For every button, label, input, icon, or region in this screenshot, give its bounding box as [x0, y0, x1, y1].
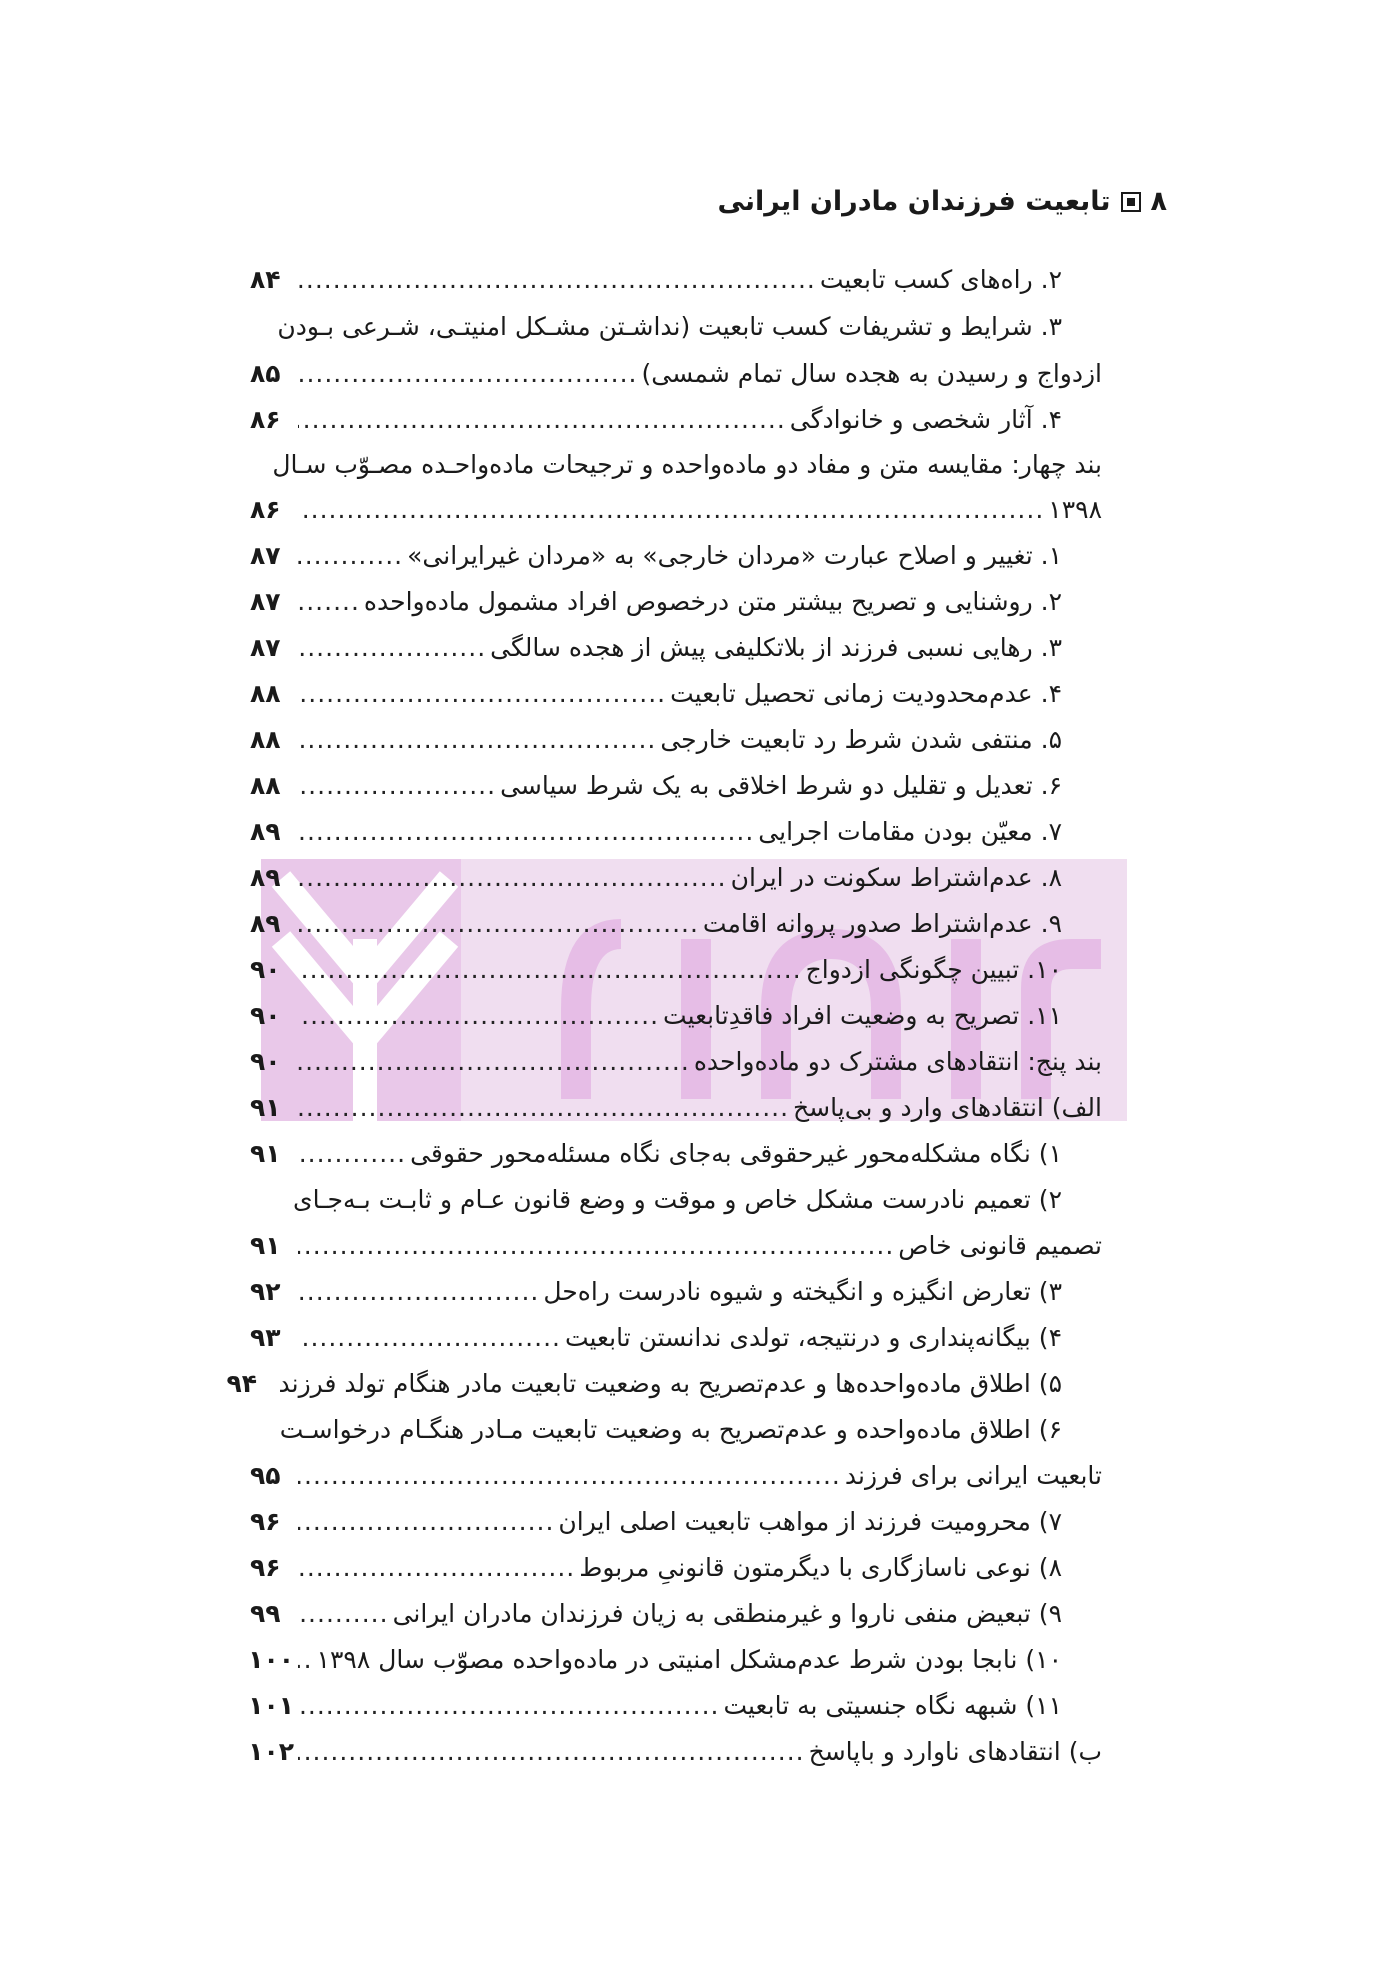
toc-entry-text: ۴. عدم‌محدودیت زمانی تحصیل تابعیت [670, 679, 1062, 708]
toc-dot-leader [298, 1638, 313, 1682]
toc-entry-text: ازدواج و رسیدن به هجده سال تمام شمسی) [641, 359, 1102, 388]
toc-dot-leader [298, 1040, 690, 1084]
toc-dot-leader [298, 1730, 805, 1774]
toc-entry[interactable] [250, 672, 1062, 716]
toc-entry-text: ب) انتقادهای ناوارد و باپاسخ [808, 1737, 1102, 1766]
toc-dot-leader [298, 1454, 841, 1498]
toc-entry-page: ۸۹ [250, 909, 281, 938]
toc-entry-text: ۶. تعدیل و تقلیل دو شرط اخلاقی به یک شرط سیاسی [500, 771, 1062, 800]
toc-entry[interactable] [250, 1132, 1062, 1176]
toc-entry-page: ۸۹ [250, 863, 281, 892]
toc-entry-text: ۹. عدم‌اشتراط صدور پروانه اقامت [702, 909, 1062, 938]
toc-entry[interactable] [250, 398, 1062, 442]
toc-entry[interactable] [250, 1592, 1062, 1636]
toc-dot-leader [298, 398, 786, 442]
toc-entry-page: ۹۶ [250, 1507, 281, 1536]
toc-entry-text: ۱۱) شبهه نگاه جنسیتی به تابعیت [723, 1691, 1062, 1720]
toc-entry[interactable] [250, 534, 1062, 578]
toc-entry-continuation[interactable] [250, 352, 1102, 396]
toc-entry-text: ۱) نگاه مشکله‌محور غیرحقوقی به‌جای نگاه مسئله‌محور حقوقی [410, 1139, 1062, 1168]
toc-entry[interactable] [250, 1638, 1062, 1682]
header-title: تابعیت فرزندان مادران ایرانی [717, 186, 1111, 217]
toc-entry[interactable] [250, 1178, 1062, 1222]
toc-dot-leader [298, 764, 496, 808]
toc-entry-page: ۸۴ [250, 265, 281, 294]
toc-entry-page: ۹۱ [250, 1139, 281, 1168]
toc-entry[interactable] [250, 1500, 1062, 1544]
toc-dot-leader [298, 856, 727, 900]
toc-entry-page: ۹۹ [250, 1599, 281, 1628]
toc-entry-text: ۵. منتفی شدن شرط رد تابعیت خارجی [660, 725, 1062, 754]
toc-entry[interactable] [250, 1270, 1062, 1314]
toc-dot-leader [298, 1086, 789, 1130]
toc-entry-page: ۹۰ [250, 1001, 281, 1030]
toc-entry-page: ۹۰ [250, 955, 281, 984]
toc-entry-text: ۱۰) نابجا بودن شرط عدم‌مشکل امنیتی در ماده‌واحده مصوّب سال ۱۳۹۸ [316, 1645, 1062, 1674]
toc-entry-text: الف) انتقادهای وارد و بی‌پاسخ [793, 1093, 1102, 1122]
toc-entry-page: ۱۰۱ [248, 1691, 294, 1720]
toc-entry[interactable] [250, 580, 1062, 624]
toc-entry-page: ۹۳ [250, 1323, 281, 1352]
toc-dot-leader [298, 626, 486, 670]
toc-entry-page: ۸۹ [250, 817, 281, 846]
toc-entry-page: ۹۱ [250, 1093, 281, 1122]
toc-entry-page: ۸۸ [250, 771, 281, 800]
toc-entry-page: ۹۲ [250, 1277, 281, 1306]
toc-entry-page: ۸۶ [250, 495, 281, 524]
toc-entry-page: ۱۰۲ [248, 1737, 294, 1766]
toc-entry-text: ۲. روشنایی و تصریح بیشتر متن درخصوص افراد مشمول ماده‌واحده [363, 587, 1062, 616]
toc-entry-text: تصمیم قانونی خاص [898, 1231, 1102, 1260]
toc-entry-text: ۱. تغییر و اصلاح عبارت «مردان خارجی» به «مردان غیرایرانی» [407, 541, 1062, 570]
toc-entry-text: ۷) محرومیت فرزند از مواهب تابعیت اصلی ایران [558, 1507, 1062, 1536]
toc-entry-page: ۸۷ [250, 633, 281, 662]
toc-entry-text: ۴. آثار شخصی و خانوادگی [789, 405, 1062, 434]
toc-subsection-heading[interactable] [250, 1086, 1102, 1130]
toc-entry[interactable] [250, 1546, 1062, 1590]
toc-entry[interactable] [250, 764, 1062, 808]
toc-entry-text: بند چهار: مقایسه متن و مفاد دو ماده‌واحده و ترجیحات ماده‌واحـده مصـوّب سـال [272, 450, 1102, 479]
toc-dot-leader [298, 534, 403, 578]
toc-entry[interactable] [250, 856, 1062, 900]
toc-entry[interactable] [250, 810, 1062, 854]
toc-entry-page: ۸۷ [250, 541, 281, 570]
toc-entry-text: ۸) نوعی ناسازگاری با دیگرمتون قانونیِ مربوط [579, 1553, 1062, 1582]
toc-dot-leader [298, 1500, 554, 1544]
toc-entry-continuation[interactable] [250, 488, 1102, 532]
toc-entry-text: ۹) تبعیض منفی ناروا و غیرمنطقی به زیان فرزندان مادران ایرانی [392, 1599, 1062, 1628]
header-page-number: ۸ [1150, 186, 1167, 217]
toc-entry[interactable] [250, 626, 1062, 670]
toc-entry-text: ۱۰. تبیین چگونگی ازدواج [805, 955, 1062, 984]
toc-entry-page: ۹۵ [250, 1461, 281, 1490]
toc-entry[interactable] [250, 1316, 1062, 1360]
toc-entry-text: ۳. شرایط و تشریفات کسب تابعیت (نداشـتن مشـکل امنیتـی، شـرعی بـودن [277, 312, 1062, 341]
toc-dot-leader [298, 1316, 561, 1360]
toc-dot-leader [298, 258, 816, 302]
toc-entry-page: ۹۱ [250, 1231, 281, 1260]
toc-entry[interactable] [250, 305, 1062, 349]
toc-entry[interactable] [250, 902, 1062, 946]
toc-entry-page: ۹۴ [226, 1369, 258, 1398]
toc-entry[interactable] [250, 718, 1062, 762]
toc-entry-page: ۸۸ [250, 725, 281, 754]
toc-entry-page: ۱۰۰ [248, 1645, 294, 1674]
toc-entry-text: ۲) تعمیم نادرست مشکل خاص و موقت و وضع قانون عـام و ثابـت بـه‌جـای [293, 1185, 1062, 1214]
toc-dot-leader [298, 1132, 406, 1176]
toc-entry-page: ۹۶ [250, 1553, 281, 1582]
toc-entry[interactable] [250, 948, 1062, 992]
toc-section-heading[interactable] [250, 1040, 1102, 1084]
toc-dot-leader [298, 580, 360, 624]
toc-entry-text: ۸. عدم‌اشتراط سکونت در ایران [730, 863, 1062, 892]
toc-entry-page: ۸۵ [250, 359, 281, 388]
toc-entry-text: ۳. رهایی نسبی فرزند از بلاتکلیفی پیش از هجده سالگی [490, 633, 1062, 662]
toc-dot-leader [298, 948, 802, 992]
toc-subsection-heading[interactable] [250, 1730, 1102, 1774]
toc-dot-leader [298, 902, 699, 946]
toc-dot-leader [298, 718, 656, 762]
toc-entry-page: ۸۶ [250, 405, 281, 434]
toc-dot-leader [298, 672, 666, 716]
toc-entry-text: بند پنج: انتقادهای مشترک دو ماده‌واحده [693, 1047, 1102, 1076]
toc-entry[interactable] [226, 1362, 1062, 1406]
toc-dot-leader [298, 1546, 575, 1590]
toc-entry[interactable] [250, 1684, 1062, 1728]
toc-entry-text: ۷. معیّن بودن مقامات اجرایی [758, 817, 1062, 846]
toc-entry-continuation[interactable] [250, 1454, 1102, 1498]
toc-entry-text: ۱۳۹۸ [1048, 495, 1102, 524]
toc-entry-page: ۹۰ [250, 1047, 281, 1076]
toc-entry-continuation[interactable] [250, 1224, 1102, 1268]
toc-dot-leader [298, 1592, 389, 1636]
toc-entry-page: ۸۸ [250, 679, 281, 708]
toc-dot-leader [298, 1684, 719, 1728]
toc-entry-text: ۲. راه‌های کسب تابعیت [819, 265, 1062, 294]
toc-dot-leader [298, 488, 1044, 532]
toc-entry-text: ۶) اطلاق ماده‌واحده و عدم‌تصریح به وضعیت تابعیت مـادر هنگـام درخواسـت [279, 1415, 1062, 1444]
toc-entry[interactable] [250, 994, 1062, 1038]
toc-entry-page: ۸۷ [250, 587, 281, 616]
toc-entry[interactable] [250, 258, 1062, 302]
toc-entry-text: ۵) اطلاق ماده‌واحده‌ها و عدم‌تصریح به وضعیت تابعیت مادر هنگام تولد فرزند [278, 1369, 1062, 1398]
toc-entry-text: ۱۱. تصریح به وضعیت افراد فاقدِتابعیت [663, 1001, 1062, 1030]
toc-entry-text: تابعیت ایرانی برای فرزند [844, 1461, 1102, 1490]
toc-dot-leader [298, 352, 638, 396]
toc-section-heading[interactable] [250, 443, 1102, 487]
toc-dot-leader [298, 810, 754, 854]
toc-dot-leader [298, 1224, 894, 1268]
toc-dot-leader [298, 994, 659, 1038]
toc-dot-leader [298, 1270, 539, 1314]
toc-entry[interactable] [250, 1408, 1062, 1452]
toc-entry-text: ۴) بیگانه‌پنداری و درنتیجه، تولدی ندانستن تابعیت [564, 1323, 1062, 1352]
toc-entry-text: ۳) تعارض انگیزه و انگیخته و شیوه نادرست راه‌حل [543, 1277, 1062, 1306]
